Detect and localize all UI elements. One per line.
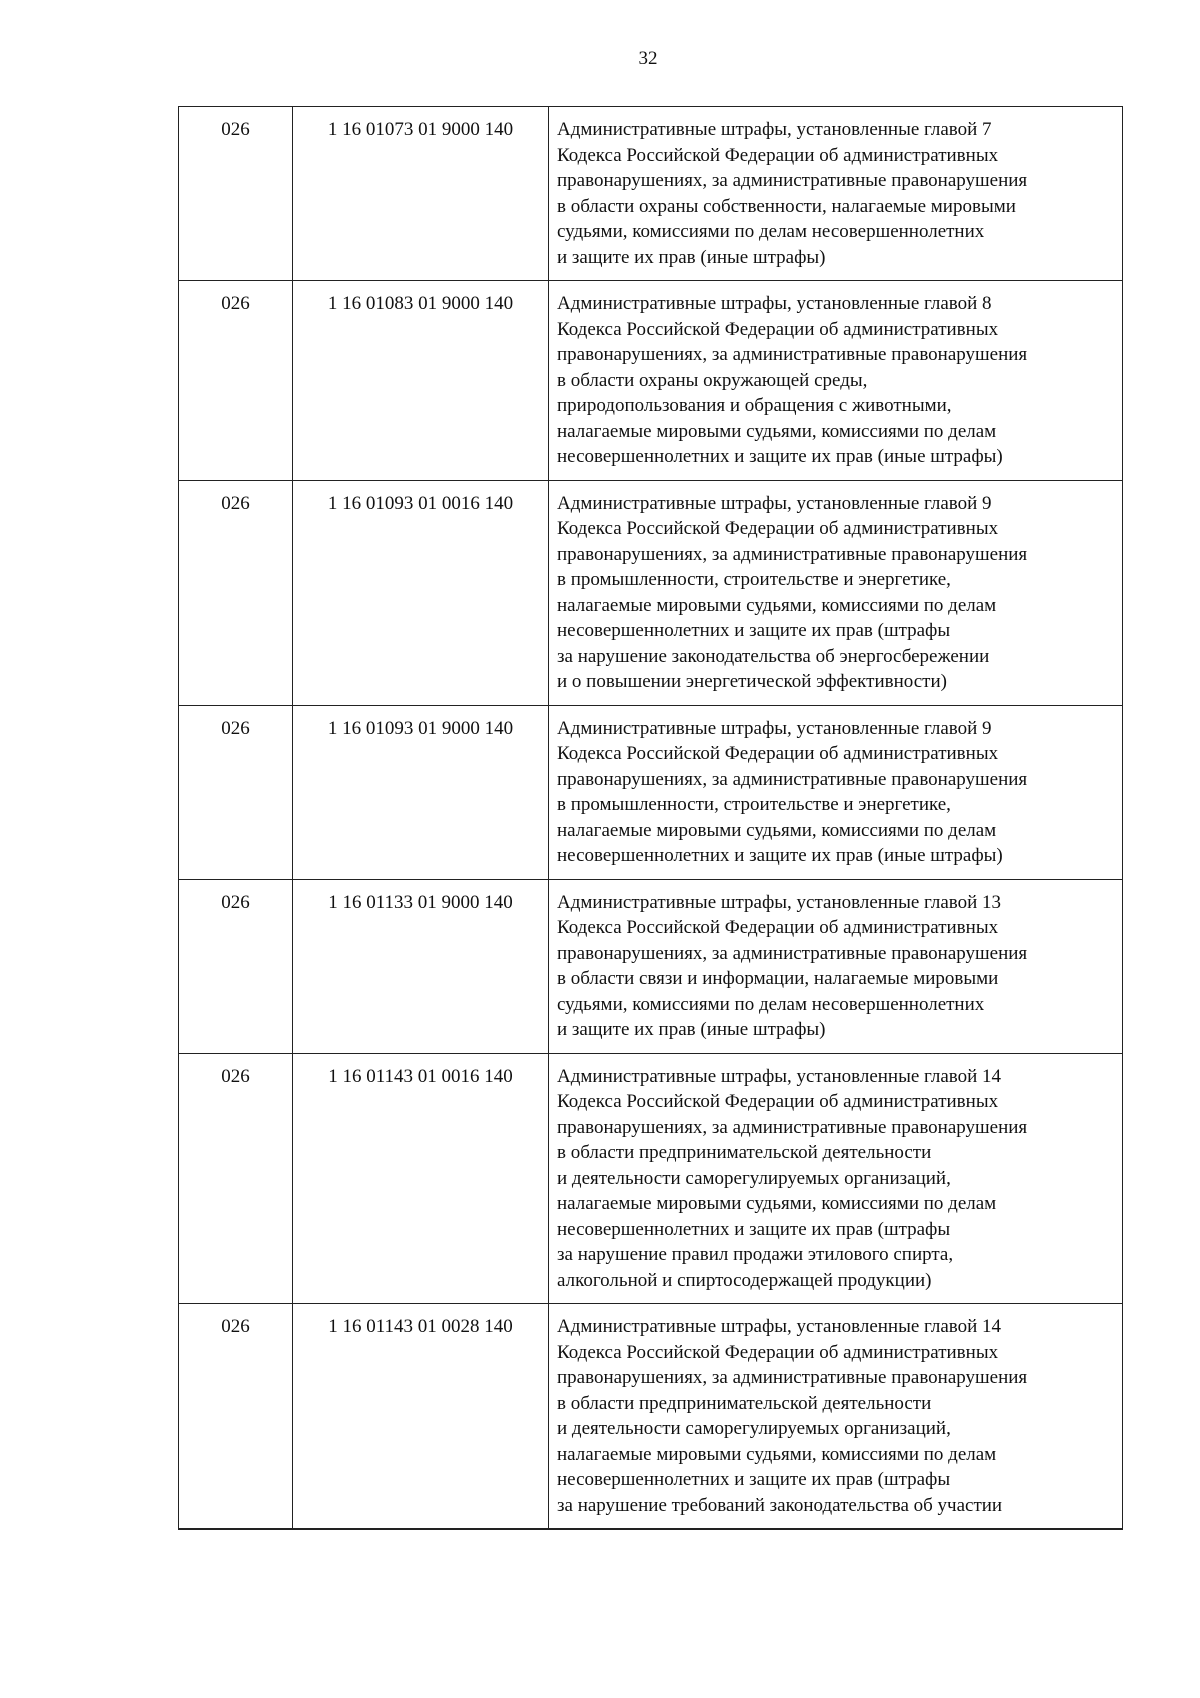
admin-code-cell: 026 bbox=[179, 879, 293, 1053]
description-line: несовершеннолетних и защите их прав (иные штрафы) bbox=[557, 845, 1003, 866]
description-line: несовершеннолетних и защите их прав (иные штрафы) bbox=[557, 446, 1003, 467]
table-row bbox=[179, 1304, 1123, 1530]
description-line: налагаемые мировыми судьями, комиссиями по делам bbox=[557, 1193, 997, 1214]
table-body bbox=[179, 107, 1123, 1530]
table-row bbox=[179, 480, 1123, 705]
description-line: несовершеннолетних и защите их прав (штрафы bbox=[557, 1469, 951, 1490]
description-line: за нарушение законодательства об энергосбережении bbox=[557, 645, 990, 667]
kbk-code-cell: 1 16 01133 01 9000 140 bbox=[293, 879, 549, 1053]
table-row bbox=[179, 705, 1123, 879]
description-cell bbox=[549, 705, 1123, 879]
description-line: судьями, комиссиями по делам несовершеннолетних bbox=[557, 221, 985, 242]
page-number: 32 bbox=[638, 48, 658, 69]
kbk-code-cell: 1 16 01143 01 0016 140 bbox=[293, 1053, 549, 1304]
description-line: налагаемые мировыми судьями, комиссиями по делам bbox=[557, 420, 997, 442]
description-line: Административные штрафы, установленные главой 7 bbox=[557, 119, 992, 140]
description-line: Кодекса Российской Федерации об административных bbox=[557, 1341, 999, 1363]
description-line: и деятельности саморегулируемых организаций, bbox=[557, 1418, 951, 1439]
description-line: Административные штрафы, установленные главой 14 bbox=[557, 1065, 1002, 1087]
description-line: правонарушениях, за административные правонарушения bbox=[557, 170, 1028, 191]
description-cell bbox=[549, 879, 1123, 1053]
description-line: налагаемые мировыми судьями, комиссиями по делам bbox=[557, 819, 997, 841]
table-row bbox=[179, 1053, 1123, 1304]
table-row bbox=[179, 281, 1123, 481]
description-line: в области связи и информации, налагаемые мировыми bbox=[557, 968, 999, 989]
description-line: правонарушениях, за административные правонарушения bbox=[557, 1116, 1028, 1138]
description-cell bbox=[549, 1053, 1123, 1304]
admin-code-cell: 026 bbox=[179, 1053, 293, 1304]
description-line: природопользования и обращения с животными, bbox=[557, 395, 952, 416]
kbk-code-cell: 1 16 01073 01 9000 140 bbox=[293, 107, 549, 281]
description-line: правонарушениях, за административные правонарушения bbox=[557, 543, 1028, 565]
description-cell bbox=[549, 281, 1123, 481]
description-line: и защите их прав (иные штрафы) bbox=[557, 246, 826, 268]
admin-code-cell: 026 bbox=[179, 705, 293, 879]
description-line: за нарушение правил продажи этилового спирта, bbox=[557, 1244, 954, 1265]
description-line: Кодекса Российской Федерации об административных bbox=[557, 144, 999, 166]
description-line: правонарушениях, за административные правонарушения bbox=[557, 942, 1028, 964]
admin-code-cell: 026 bbox=[179, 1304, 293, 1530]
description-line: и защите их прав (иные штрафы) bbox=[557, 1019, 826, 1040]
kbk-code-cell: 1 16 01143 01 0028 140 bbox=[293, 1304, 549, 1530]
description-line: налагаемые мировыми судьями, комиссиями по делам bbox=[557, 594, 997, 616]
description-line: и деятельности саморегулируемых организаций, bbox=[557, 1167, 951, 1189]
description-line: правонарушениях, за административные правонарушения bbox=[557, 344, 1028, 365]
description-line: Кодекса Российской Федерации об административных bbox=[557, 318, 999, 340]
description-line: Кодекса Российской Федерации об административных bbox=[557, 1091, 999, 1112]
description-line: Кодекса Российской Федерации об административных bbox=[557, 518, 999, 539]
description-line: судьями, комиссиями по делам несовершеннолетних bbox=[557, 993, 985, 1015]
admin-code-cell: 026 bbox=[179, 281, 293, 481]
table-row bbox=[179, 107, 1123, 281]
description-cell bbox=[549, 1304, 1123, 1530]
description-line: Административные штрафы, установленные главой 9 bbox=[557, 492, 992, 514]
admin-code-cell: 026 bbox=[179, 107, 293, 281]
description-line: в области охраны собственности, налагаемые мировыми bbox=[557, 195, 1016, 217]
description-line: Административные штрафы, установленные главой 9 bbox=[557, 717, 992, 739]
description-line: Кодекса Российской Федерации об административных bbox=[557, 917, 999, 938]
kbk-code-cell: 1 16 01093 01 9000 140 bbox=[293, 705, 549, 879]
description-cell bbox=[549, 107, 1123, 281]
description-line: за нарушение требований законодательства об участии bbox=[557, 1494, 1003, 1516]
kbk-code-cell: 1 16 01093 01 0016 140 bbox=[293, 480, 549, 705]
description-line: Административные штрафы, установленные главой 13 bbox=[557, 891, 1002, 913]
admin-code-cell: 026 bbox=[179, 480, 293, 705]
description-line: несовершеннолетних и защите их прав (штрафы bbox=[557, 1218, 951, 1240]
table-row bbox=[179, 879, 1123, 1053]
description-line: и о повышении энергетической эффективности) bbox=[557, 671, 947, 692]
description-line: несовершеннолетних и защите их прав (штрафы bbox=[557, 620, 951, 641]
description-line: алкогольной и спиртосодержащей продукции) bbox=[557, 1269, 932, 1291]
description-line: Кодекса Российской Федерации об административных bbox=[557, 743, 999, 764]
description-line: налагаемые мировыми судьями, комиссиями по делам bbox=[557, 1443, 997, 1465]
description-line: правонарушениях, за административные правонарушения bbox=[557, 768, 1028, 790]
description-line: правонарушениях, за административные правонарушения bbox=[557, 1367, 1028, 1388]
description-cell bbox=[549, 480, 1123, 705]
budget-revenue-codes-table bbox=[178, 106, 1123, 1530]
description-line: в промышленности, строительстве и энергетике, bbox=[557, 794, 951, 815]
description-line: Административные штрафы, установленные главой 14 bbox=[557, 1316, 1002, 1337]
description-line: Административные штрафы, установленные главой 8 bbox=[557, 293, 992, 314]
description-line: в области предпринимательской деятельности bbox=[557, 1392, 932, 1414]
description-line: в области охраны окружающей среды, bbox=[557, 369, 868, 391]
description-line: в промышленности, строительстве и энергетике, bbox=[557, 569, 951, 590]
description-line: в области предпринимательской деятельности bbox=[557, 1142, 932, 1163]
kbk-code-cell: 1 16 01083 01 9000 140 bbox=[293, 281, 549, 481]
